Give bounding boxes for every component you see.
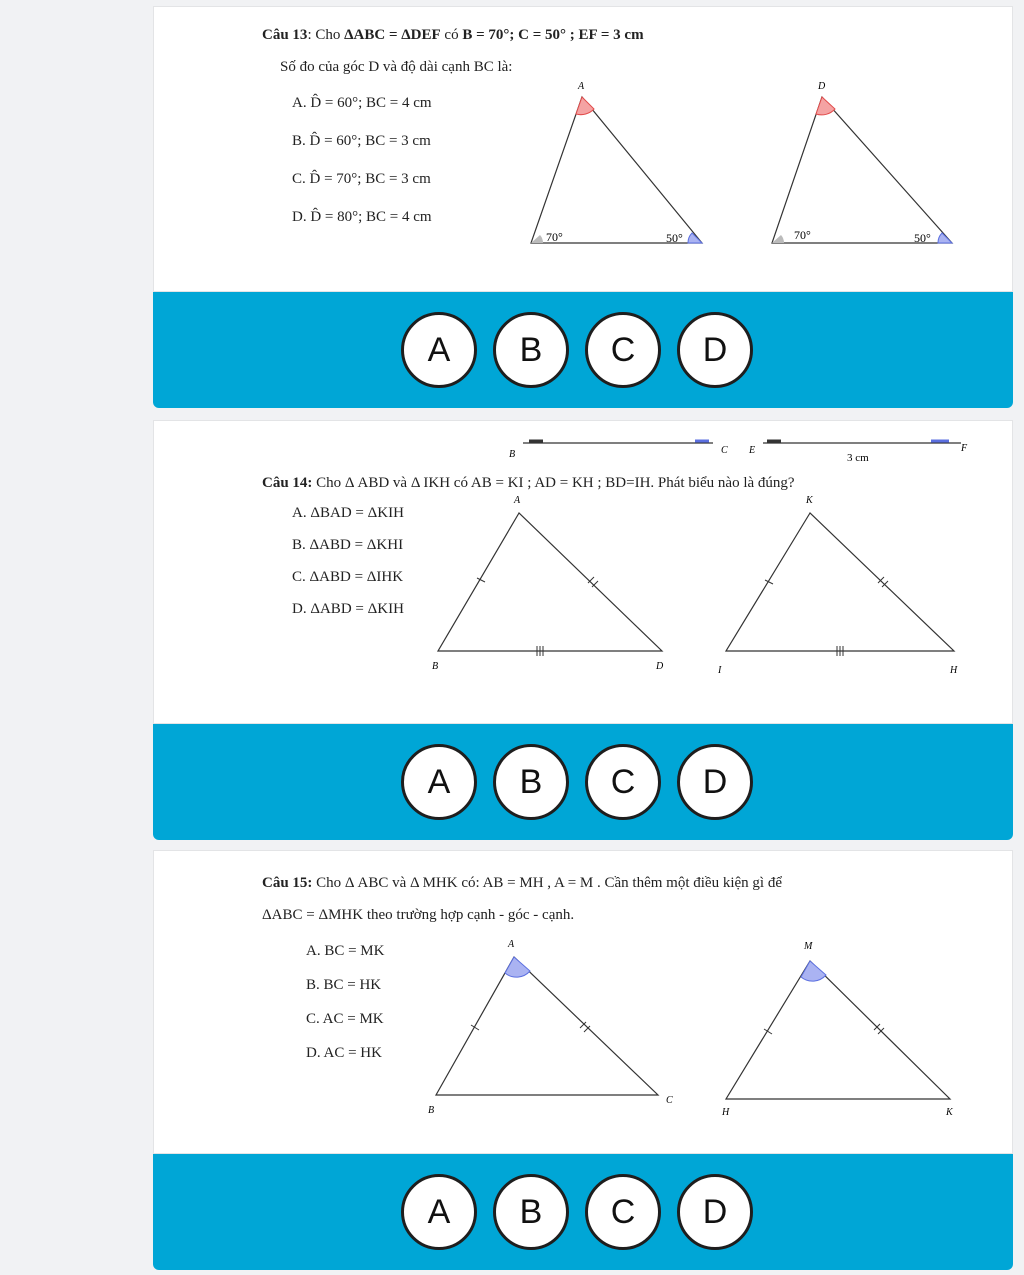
question-panel (153, 850, 1013, 1154)
option-c: C. AC = MK (306, 1011, 384, 1027)
angle-label: 50° (914, 231, 931, 245)
question-label: Câu 15: (262, 875, 313, 891)
answer-button-a[interactable]: A (401, 1174, 477, 1250)
question-panel (153, 420, 1013, 724)
segment-figure (509, 431, 969, 471)
question-line: Câu 14: Cho Δ ABD và Δ IKH có AB = KI ; AD = KH ; BD=IH. Phát biểu nào là đúng? (262, 475, 795, 491)
answer-button-c[interactable]: C (585, 744, 661, 820)
answer-button-d[interactable]: D (677, 744, 753, 820)
question-card-13 (153, 6, 1013, 408)
option-a: A. BC = MK (306, 943, 385, 959)
option-b: B. ΔABD = ΔKHI (292, 537, 404, 553)
vertex-label: C (666, 1095, 673, 1106)
option-b: B. BC = HK (306, 977, 382, 993)
question-line-2: ΔABC = ΔMHK theo trường hợp cạnh - góc - cạnh. (262, 907, 575, 923)
vertex-label: B (428, 1105, 435, 1116)
option-d: D. AC = HK (306, 1045, 382, 1061)
question-label: Câu 14: (262, 475, 313, 491)
answer-button-c[interactable]: C (585, 1174, 661, 1250)
option-a: A. ΔBAD = ΔKIH (292, 505, 404, 521)
vertex-label: A (514, 495, 521, 506)
vertex-label: B (432, 661, 439, 672)
segment-label: E (749, 445, 756, 456)
triangle-figure-abd (424, 491, 674, 681)
answer-bar (153, 724, 1013, 840)
triangle-figure-ikh (714, 491, 964, 681)
triangle-figure-abc (524, 77, 714, 257)
vertex-label: A (508, 939, 515, 950)
angle-label: 50° (666, 231, 683, 245)
answer-button-b[interactable]: B (493, 744, 569, 820)
vertex-label: A (578, 81, 585, 92)
option-d: D. ΔABD = ΔKIH (292, 601, 404, 617)
question-panel (153, 6, 1013, 292)
vertex-label: M (804, 941, 813, 952)
question-label: Câu 13 (262, 27, 308, 43)
option-c: C. ΔABD = ΔIHK (292, 569, 404, 585)
question-card-14 (153, 420, 1013, 840)
vertex-label: H (722, 1107, 730, 1118)
option-a: A. D̂ = 60°; BC = 4 cm (292, 95, 432, 111)
vertex-label: K (806, 495, 813, 506)
answer-button-a[interactable]: A (401, 744, 477, 820)
answer-bar (153, 1154, 1013, 1270)
answer-bar (153, 292, 1013, 408)
vertex-label: K (946, 1107, 953, 1118)
answer-button-b[interactable]: B (493, 312, 569, 388)
segment-label: B (509, 449, 516, 460)
vertex-label: D (818, 81, 826, 92)
segment-label: C (721, 445, 728, 456)
triangle-figure-abc (426, 935, 676, 1115)
vertex-label: D (656, 661, 664, 672)
option-d: D. D̂ = 80°; BC = 4 cm (292, 209, 432, 225)
angle-label: 70° (794, 228, 811, 242)
answer-button-d[interactable]: D (677, 1174, 753, 1250)
answer-button-c[interactable]: C (585, 312, 661, 388)
answer-button-a[interactable]: A (401, 312, 477, 388)
answer-button-d[interactable]: D (677, 312, 753, 388)
triangle-figure-mhk (722, 935, 972, 1118)
question-prompt: Số đo của góc D và độ dài cạnh BC là: (280, 59, 513, 75)
triangle-figure-def (766, 77, 956, 257)
angle-label: 70° (546, 230, 563, 244)
question-card-15 (153, 850, 1013, 1270)
segment-length: 3 cm (847, 452, 869, 464)
option-b: B. D̂ = 60°; BC = 3 cm (292, 133, 431, 149)
question-line: Câu 15: Cho Δ ABC và Δ MHK có: AB = MH , A = M . Cần thêm một điều kiện gì để (262, 875, 782, 891)
segment-label: F (961, 443, 968, 454)
vertex-label: I (718, 665, 722, 676)
vertex-label: H (950, 665, 958, 676)
answer-button-b[interactable]: B (493, 1174, 569, 1250)
question-line: Câu 13: Cho ΔABC = ΔDEF có B = 70°; C = 50° ; EF = 3 cm (262, 27, 644, 43)
option-c: C. D̂ = 70°; BC = 3 cm (292, 171, 431, 187)
